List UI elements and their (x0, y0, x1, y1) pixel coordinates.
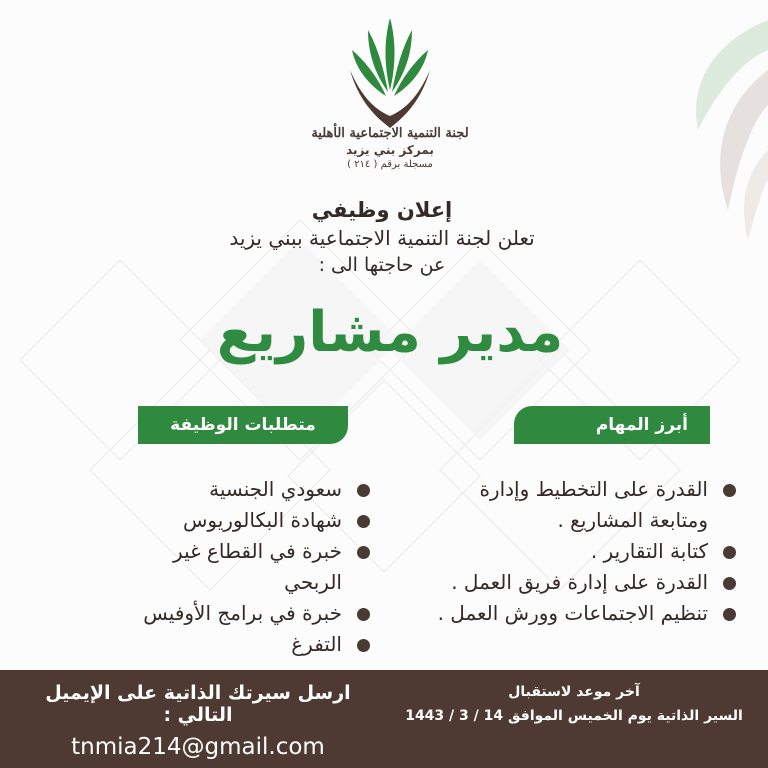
requirement-text: خبرة في القطاع غير الربحي (173, 539, 342, 594)
list-item (420, 567, 738, 598)
bullet-icon (357, 639, 370, 652)
bullet-icon (357, 515, 370, 528)
requirement-text: سعودي الجنسية (209, 477, 342, 501)
registration-number: مسجلة برقم ( ٢١٤ ) (347, 159, 433, 170)
list-item (110, 474, 372, 505)
list-item (110, 536, 372, 598)
requirements-list (110, 474, 372, 660)
requirement-text: خبرة في برامج الأوفيس (143, 601, 342, 625)
footer-bar (0, 670, 768, 768)
list-item (420, 598, 738, 629)
announcement-header (200, 198, 564, 276)
organization-logo (330, 10, 450, 130)
contact-email[interactable]: tnmia214@gmail.com (71, 734, 325, 760)
list-item (110, 598, 372, 629)
task-text: القدرة على التخطيط وإدارة ومتابعة المشاريع . (479, 477, 708, 532)
announcement-title: إعلان وظيفي (311, 198, 453, 222)
tasks-list (420, 474, 738, 629)
announcement-subtitle: تعلن لجنة التنمية الاجتماعية ببني يزيد (229, 226, 535, 250)
decorative-leaf-shapes (658, 0, 768, 260)
bullet-icon (723, 546, 736, 559)
bullet-icon (723, 484, 736, 497)
task-text: تنظيم الاجتماعات وورش العمل . (437, 601, 708, 625)
requirement-text: شهادة البكالوريوس (182, 508, 342, 532)
list-item (110, 505, 372, 536)
organization-name: لجنة التنمية الاجتماعية الأهلية (311, 126, 469, 141)
list-item (420, 536, 738, 567)
announcement-need: عن حاجتها الى : (318, 254, 446, 276)
requirement-text: التفرغ (291, 632, 342, 656)
deadline-label: آخر موعد لاستقبال (508, 684, 640, 700)
task-text: كتابة التقارير . (590, 539, 708, 563)
bullet-icon (357, 484, 370, 497)
logo-caption (300, 126, 480, 170)
list-item (110, 629, 372, 660)
job-title: مدير مشاريع (216, 300, 564, 365)
bullet-icon (357, 608, 370, 621)
bullet-icon (723, 608, 736, 621)
bullet-icon (723, 577, 736, 590)
bullet-icon (357, 546, 370, 559)
list-item (420, 474, 738, 536)
deadline-section (400, 684, 748, 724)
organization-center: بمركز بني يزيد (346, 143, 434, 157)
requirements-heading: متطلبات الوظيفة (138, 406, 348, 444)
tasks-heading: أبرز المهام (514, 406, 710, 444)
task-text: القدرة على إدارة فريق العمل . (451, 570, 708, 594)
send-cv-text: ارسل سيرتك الذاتية على الإيميل التالي : (45, 682, 351, 726)
deadline-date: السير الذاتية يوم الخميس الموافق 14 / 3 / 1443 (405, 708, 743, 724)
contact-section (28, 682, 368, 760)
